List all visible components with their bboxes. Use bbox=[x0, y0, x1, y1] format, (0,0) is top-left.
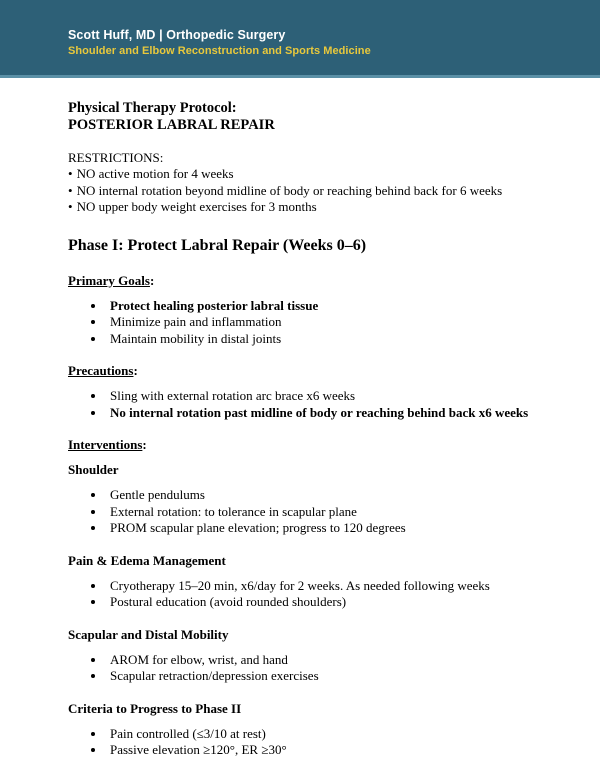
list-item: • Scapular retraction/depression exercises bbox=[106, 668, 560, 685]
scapular-distal-interventions-list bbox=[68, 652, 560, 685]
list-item: • No internal rotation past midline of body or reaching behind back x6 weeks bbox=[106, 405, 560, 422]
precautions-list bbox=[68, 388, 560, 421]
primary-goals-list bbox=[68, 298, 560, 348]
document-page bbox=[0, 78, 600, 759]
shoulder-interventions-list bbox=[68, 487, 560, 537]
primary-goals-heading bbox=[68, 273, 560, 289]
criteria-list bbox=[68, 726, 560, 759]
interventions-heading-colon: : bbox=[142, 437, 147, 452]
provider-specialty-tagline: Shoulder and Elbow Reconstruction and Sports Medicine bbox=[68, 45, 371, 57]
letterhead-banner bbox=[0, 0, 600, 78]
list-item: • AROM for elbow, wrist, and hand bbox=[106, 652, 560, 669]
list-item: • PROM scapular plane elevation; progress to 120 degrees bbox=[106, 520, 560, 537]
intervention-group-heading-shoulder: Shoulder bbox=[68, 462, 119, 477]
intervention-group-heading-scapular-distal: Scapular and Distal Mobility bbox=[68, 626, 229, 642]
list-item: • Gentle pendulums bbox=[106, 487, 560, 504]
list-item: • NO upper body weight exercises for 3 months bbox=[68, 199, 560, 216]
precautions-heading-colon: : bbox=[133, 363, 138, 378]
primary-goals-heading-colon: : bbox=[149, 272, 155, 288]
list-item: • Pain controlled (≤3/10 at rest) bbox=[106, 726, 560, 743]
restrictions-list bbox=[68, 166, 560, 216]
list-item: • Postural education (avoid rounded shoulders) bbox=[106, 594, 560, 611]
list-item: • NO active motion for 4 weeks bbox=[68, 166, 560, 183]
restrictions-heading: RESTRICTIONS: bbox=[68, 150, 164, 165]
pain-edema-interventions-list bbox=[68, 578, 560, 611]
interventions-heading-text: Interventions bbox=[68, 437, 143, 452]
list-item: • Cryotherapy 15–20 min, x6/day for 2 weeks. As needed following weeks bbox=[106, 578, 560, 595]
page-title-line1: Physical Therapy Protocol: bbox=[68, 100, 237, 116]
list-item: • Maintain mobility in distal joints bbox=[106, 331, 560, 348]
provider-name: Scott Huff, MD | Orthopedic Surgery bbox=[68, 28, 286, 42]
precautions-heading-text: Precautions bbox=[68, 363, 134, 378]
list-item: • Minimize pain and inflammation bbox=[106, 314, 560, 331]
list-item: • Passive elevation ≥120°, ER ≥30° bbox=[106, 742, 560, 759]
list-item: • Sling with external rotation arc brace x6 weeks bbox=[106, 388, 560, 405]
criteria-heading: Criteria to Progress to Phase II bbox=[68, 700, 242, 716]
primary-goals-heading-text: Primary Goals bbox=[68, 272, 150, 288]
intervention-group-heading-pain-edema: Pain & Edema Management bbox=[68, 552, 226, 568]
list-item: • External rotation: to tolerance in scapular plane bbox=[106, 504, 560, 521]
phase-heading: Phase I: Protect Labral Repair (Weeks 0–6) bbox=[68, 236, 367, 254]
page-title bbox=[68, 100, 560, 134]
list-item: • NO internal rotation beyond midline of body or reaching behind back for 6 weeks bbox=[68, 183, 560, 200]
list-item: • Protect healing posterior labral tissue bbox=[106, 298, 560, 315]
interventions-heading bbox=[68, 437, 560, 453]
precautions-heading bbox=[68, 363, 560, 379]
page-title-line2: POSTERIOR LABRAL REPAIR bbox=[68, 117, 275, 133]
